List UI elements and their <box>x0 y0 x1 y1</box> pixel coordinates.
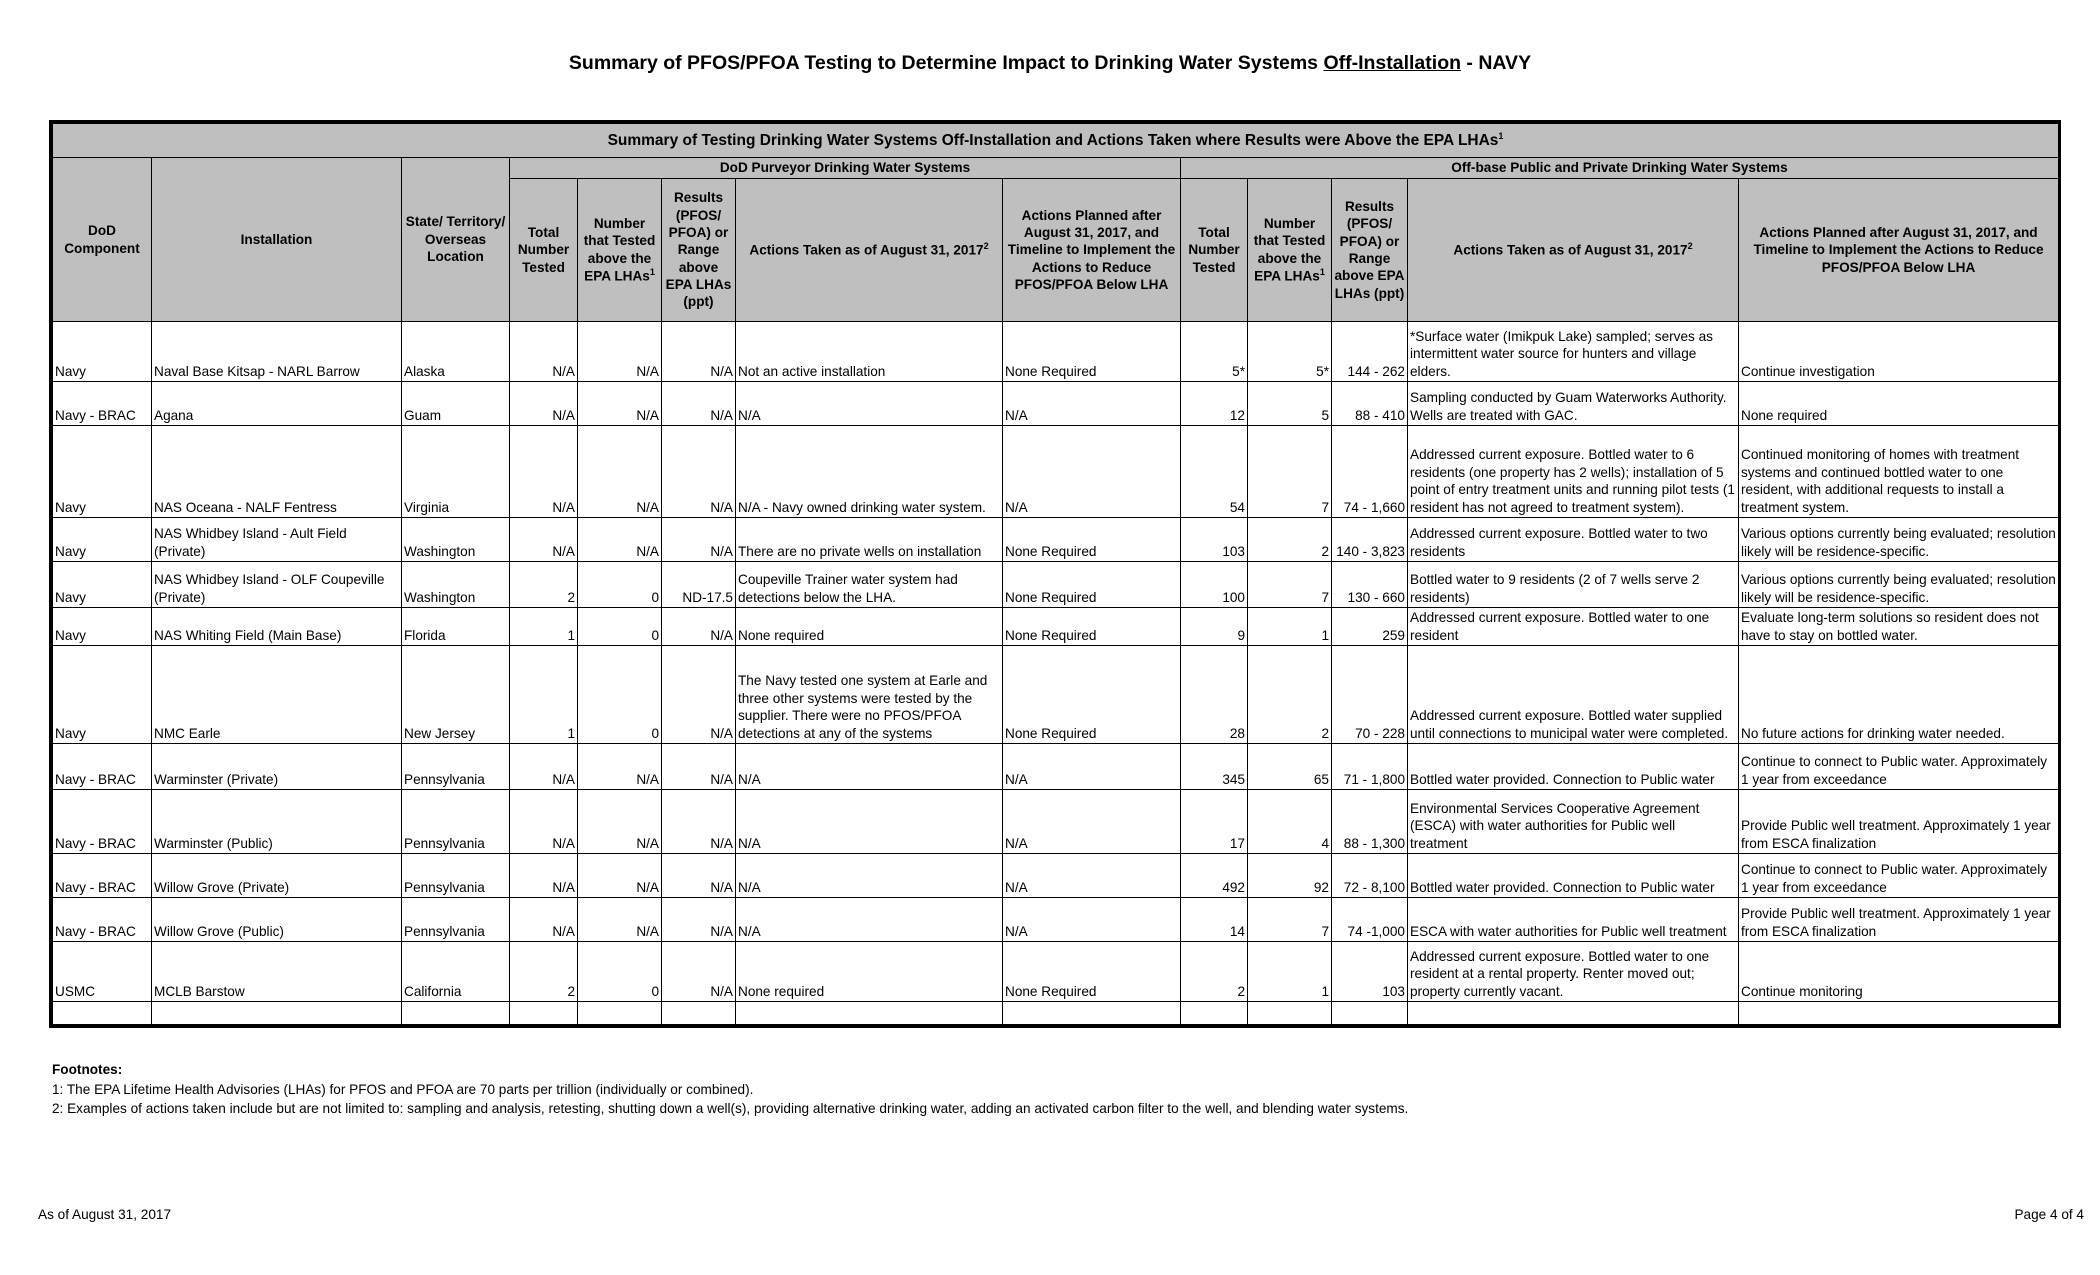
cell-off-num-above: 5 <box>1248 382 1332 426</box>
cell-dod-num-above: 0 <box>578 942 662 1002</box>
table-row <box>53 790 2059 854</box>
col-header-dod-actions-taken <box>736 179 1003 322</box>
col-header-component: DoD Component <box>53 158 152 322</box>
col-header-off-actions-taken-text: Actions Taken as of August 31, 2017 <box>1453 242 1688 258</box>
cell-dod-num-above: N/A <box>578 898 662 942</box>
cell-off-results: 259 <box>1332 608 1408 646</box>
table-spacer-cell <box>1408 1002 1739 1025</box>
cell-dod-actions-planned: N/A <box>1003 898 1181 942</box>
footnotes-heading: Footnotes: <box>52 1062 123 1077</box>
cell-off-actions-taken: Addressed current exposure. Bottled water to 6 residents (one property has 2 wells); installation of 5 point of entry treatment units and running pilot tests (1 resident has not agreed to treatment system). <box>1408 426 1739 518</box>
col-header-dod-actions-taken-sup: 2 <box>983 241 989 252</box>
table-spacer-row <box>53 1002 2059 1025</box>
cell-off-actions-planned: No future actions for drinking water needed. <box>1739 646 2059 744</box>
col-header-dod-num-above-sup: 1 <box>649 267 655 278</box>
table-spacer-cell <box>510 1002 578 1025</box>
cell-component: Navy - BRAC <box>53 790 152 854</box>
cell-off-actions-taken: *Surface water (Imikpuk Lake) sampled; serves as intermittent water source for hunters and village elders. <box>1408 322 1739 382</box>
footnote-1: 1: The EPA Lifetime Health Advisories (LHAs) for PFOS and PFOA are 70 parts per trillion (individually or combined). <box>52 1081 754 1097</box>
cell-off-total-tested: 100 <box>1181 562 1248 608</box>
cell-installation: NAS Oceana - NALF Fentress <box>152 426 402 518</box>
cell-off-actions-taken: Addressed current exposure. Bottled water to one resident at a rental property. Renter moved out; property currently vacant. <box>1408 942 1739 1002</box>
col-header-off-results: Results (PFOS/ PFOA) or Range above EPA LHAs (ppt) <box>1332 179 1408 322</box>
cell-location: Florida <box>402 608 510 646</box>
cell-dod-total-tested: 2 <box>510 562 578 608</box>
cell-off-num-above: 7 <box>1248 898 1332 942</box>
cell-dod-total-tested: N/A <box>510 790 578 854</box>
cell-off-total-tested: 492 <box>1181 854 1248 898</box>
table-spacer-cell <box>1332 1002 1408 1025</box>
page-title <box>0 52 2100 75</box>
cell-off-actions-taken: Bottled water to 9 residents (2 of 7 wells serve 2 residents) <box>1408 562 1739 608</box>
cell-off-num-above: 92 <box>1248 854 1332 898</box>
cell-dod-actions-planned: N/A <box>1003 854 1181 898</box>
col-header-off-num-above-text: Number that Tested above the EPA LHAs <box>1253 215 1326 284</box>
cell-off-results: 88 - 1,300 <box>1332 790 1408 854</box>
cell-dod-total-tested: N/A <box>510 744 578 790</box>
cell-dod-actions-planned: None Required <box>1003 562 1181 608</box>
cell-dod-actions-planned: None Required <box>1003 942 1181 1002</box>
table-banner-text: Summary of Testing Drinking Water Systems Off-Installation and Actions Taken where Results were Above the EPA LHAs <box>607 131 1499 149</box>
cell-off-actions-planned: Provide Public well treatment. Approximately 1 year from ESCA finalization <box>1739 898 2059 942</box>
cell-component: Navy <box>53 646 152 744</box>
cell-installation: Warminster (Private) <box>152 744 402 790</box>
table-spacer-cell <box>402 1002 510 1025</box>
table-row <box>53 518 2059 562</box>
cell-installation: NAS Whiting Field (Main Base) <box>152 608 402 646</box>
cell-dod-actions-planned: N/A <box>1003 790 1181 854</box>
cell-dod-actions-taken: None required <box>736 608 1003 646</box>
table-row <box>53 426 2059 518</box>
cell-off-actions-planned: Various options currently being evaluated; resolution likely will be residence-specific. <box>1739 518 2059 562</box>
col-header-location: State/ Territory/ Overseas Location <box>402 158 510 322</box>
table-row <box>53 382 2059 426</box>
cell-off-num-above: 1 <box>1248 608 1332 646</box>
col-header-off-actions-taken <box>1408 179 1739 322</box>
col-header-off-num-above-sup: 1 <box>1319 267 1325 278</box>
table-spacer-cell <box>578 1002 662 1025</box>
cell-dod-num-above: N/A <box>578 382 662 426</box>
col-header-off-actions-taken-sup: 2 <box>1687 241 1693 252</box>
cell-off-actions-planned: Various options currently being evaluated; resolution likely will be residence-specific. <box>1739 562 2059 608</box>
table-row <box>53 322 2059 382</box>
cell-off-results: 140 - 3,823 <box>1332 518 1408 562</box>
cell-dod-total-tested: N/A <box>510 898 578 942</box>
cell-component: Navy <box>53 608 152 646</box>
table-spacer-cell <box>152 1002 402 1025</box>
cell-component: Navy - BRAC <box>53 744 152 790</box>
cell-off-num-above: 7 <box>1248 426 1332 518</box>
cell-dod-results: N/A <box>662 744 736 790</box>
cell-dod-total-tested: 1 <box>510 646 578 744</box>
cell-dod-actions-taken: None required <box>736 942 1003 1002</box>
table-row <box>53 744 2059 790</box>
table-spacer-cell <box>1739 1002 2059 1025</box>
cell-dod-total-tested: N/A <box>510 426 578 518</box>
cell-off-results: 71 - 1,800 <box>1332 744 1408 790</box>
cell-dod-actions-taken: N/A <box>736 790 1003 854</box>
cell-dod-num-above: 0 <box>578 562 662 608</box>
page-title-suffix: - NAVY <box>1461 52 1532 74</box>
cell-off-actions-taken: Addressed current exposure. Bottled water to two residents <box>1408 518 1739 562</box>
col-header-dod-total-tested: Total Number Tested <box>510 179 578 322</box>
cell-dod-num-above: N/A <box>578 426 662 518</box>
cell-installation: Willow Grove (Public) <box>152 898 402 942</box>
cell-dod-actions-taken: Coupeville Trainer water system had detections below the LHA. <box>736 562 1003 608</box>
cell-off-results: 144 - 262 <box>1332 322 1408 382</box>
footnotes <box>52 1060 1408 1119</box>
cell-component: Navy <box>53 518 152 562</box>
cell-off-num-above: 2 <box>1248 646 1332 744</box>
col-header-installation: Installation <box>152 158 402 322</box>
page-number: Page 4 of 4 <box>2014 1207 2084 1222</box>
cell-dod-num-above: N/A <box>578 790 662 854</box>
cell-location: New Jersey <box>402 646 510 744</box>
cell-location: Virginia <box>402 426 510 518</box>
cell-component: Navy - BRAC <box>53 898 152 942</box>
cell-dod-actions-taken: There are no private wells on installation <box>736 518 1003 562</box>
cell-dod-actions-taken: N/A <box>736 898 1003 942</box>
cell-dod-results: N/A <box>662 426 736 518</box>
cell-off-results: 130 - 660 <box>1332 562 1408 608</box>
cell-component: Navy - BRAC <box>53 854 152 898</box>
table-body <box>53 322 2059 1025</box>
table-row <box>53 898 2059 942</box>
cell-component: USMC <box>53 942 152 1002</box>
cell-dod-actions-planned: None Required <box>1003 322 1181 382</box>
cell-installation: NAS Whidbey Island - Ault Field (Private) <box>152 518 402 562</box>
cell-dod-results: ND-17.5 <box>662 562 736 608</box>
cell-off-num-above: 65 <box>1248 744 1332 790</box>
table-row <box>53 646 2059 744</box>
cell-location: Pennsylvania <box>402 898 510 942</box>
cell-dod-results: N/A <box>662 646 736 744</box>
cell-location: California <box>402 942 510 1002</box>
cell-installation: NMC Earle <box>152 646 402 744</box>
cell-off-actions-taken: Addressed current exposure. Bottled water to one resident <box>1408 608 1739 646</box>
cell-off-actions-taken: Addressed current exposure. Bottled water supplied until connections to municipal water were completed. <box>1408 646 1739 744</box>
cell-dod-total-tested: N/A <box>510 322 578 382</box>
cell-off-actions-planned: Continue monitoring <box>1739 942 2059 1002</box>
cell-dod-actions-planned: None Required <box>1003 608 1181 646</box>
cell-off-results: 74 - 1,660 <box>1332 426 1408 518</box>
col-header-dod-num-above-text: Number that Tested above the EPA LHAs <box>583 215 656 284</box>
table-spacer-cell <box>1181 1002 1248 1025</box>
cell-dod-results: N/A <box>662 854 736 898</box>
col-header-dod-actions-planned: Actions Planned after August 31, 2017, and Timeline to Implement the Actions to Reduce PFOS/PFOA Below LHA <box>1003 179 1181 322</box>
cell-dod-actions-planned: N/A <box>1003 426 1181 518</box>
cell-off-actions-planned: None required <box>1739 382 2059 426</box>
table-spacer-cell <box>1248 1002 1332 1025</box>
cell-off-actions-taken: Bottled water provided. Connection to Public water <box>1408 744 1739 790</box>
cell-dod-num-above: N/A <box>578 744 662 790</box>
page-title-underlined: Off-Installation <box>1323 52 1462 74</box>
cell-off-actions-planned: Continue to connect to Public water. Approximately 1 year from exceedance <box>1739 854 2059 898</box>
table-spacer-cell <box>53 1002 152 1025</box>
cell-off-total-tested: 2 <box>1181 942 1248 1002</box>
table-banner-sup: 1 <box>1498 130 1504 141</box>
cell-dod-num-above: N/A <box>578 322 662 382</box>
cell-off-actions-taken: ESCA with water authorities for Public well treatment <box>1408 898 1739 942</box>
cell-dod-results: N/A <box>662 518 736 562</box>
cell-dod-actions-taken: N/A <box>736 382 1003 426</box>
cell-dod-actions-taken: The Navy tested one system at Earle and three other systems were tested by the supplier. There were no PFOS/PFOA detections at any of the systems <box>736 646 1003 744</box>
cell-off-results: 72 - 8,100 <box>1332 854 1408 898</box>
cell-dod-results: N/A <box>662 322 736 382</box>
cell-off-num-above: 5* <box>1248 322 1332 382</box>
cell-component: Navy <box>53 562 152 608</box>
cell-off-total-tested: 14 <box>1181 898 1248 942</box>
footnote-2: 2: Examples of actions taken include but are not limited to: sampling and analysis, retesting, shutting down a well(s), providing alternative drinking water, adding an activated carbon filter to the well, and blending water systems. <box>52 1101 1409 1117</box>
cell-off-total-tested: 12 <box>1181 382 1248 426</box>
cell-location: Guam <box>402 382 510 426</box>
cell-dod-actions-taken: N/A - Navy owned drinking water system. <box>736 426 1003 518</box>
cell-location: Pennsylvania <box>402 854 510 898</box>
cell-off-total-tested: 54 <box>1181 426 1248 518</box>
summary-table-frame <box>49 120 2061 1028</box>
col-header-off-num-above <box>1248 179 1332 322</box>
col-header-dod-results: Results (PFOS/ PFOA) or Range above EPA LHAs (ppt) <box>662 179 736 322</box>
cell-installation: NAS Whidbey Island - OLF Coupeville (Private) <box>152 562 402 608</box>
cell-dod-num-above: N/A <box>578 854 662 898</box>
group-header-dod: DoD Purveyor Drinking Water Systems <box>510 158 1181 179</box>
cell-off-total-tested: 17 <box>1181 790 1248 854</box>
cell-off-results: 103 <box>1332 942 1408 1002</box>
table-row <box>53 942 2059 1002</box>
cell-dod-total-tested: 2 <box>510 942 578 1002</box>
col-header-off-actions-planned: Actions Planned after August 31, 2017, and Timeline to Implement the Actions to Reduce PFOS/PFOA Below LHA <box>1739 179 2059 322</box>
table-spacer-cell <box>736 1002 1003 1025</box>
cell-component: Navy - BRAC <box>53 382 152 426</box>
cell-dod-results: N/A <box>662 382 736 426</box>
table-row <box>53 608 2059 646</box>
page-title-prefix: Summary of PFOS/PFOA Testing to Determine Impact to Drinking Water Systems <box>568 52 1324 74</box>
cell-component: Navy <box>53 322 152 382</box>
cell-off-num-above: 2 <box>1248 518 1332 562</box>
cell-dod-actions-taken: N/A <box>736 854 1003 898</box>
cell-dod-results: N/A <box>662 942 736 1002</box>
cell-off-total-tested: 9 <box>1181 608 1248 646</box>
cell-installation: Willow Grove (Private) <box>152 854 402 898</box>
col-header-dod-actions-taken-text: Actions Taken as of August 31, 2017 <box>749 242 984 258</box>
cell-off-actions-planned: Continued monitoring of homes with treatment systems and continued bottled water to one resident, with additional requests to install a treatment system. <box>1739 426 2059 518</box>
cell-dod-total-tested: 1 <box>510 608 578 646</box>
cell-dod-num-above: 0 <box>578 608 662 646</box>
cell-dod-actions-planned: N/A <box>1003 382 1181 426</box>
cell-off-num-above: 7 <box>1248 562 1332 608</box>
cell-off-num-above: 4 <box>1248 790 1332 854</box>
cell-dod-results: N/A <box>662 898 736 942</box>
summary-table <box>52 123 2059 1025</box>
table-spacer-cell <box>1003 1002 1181 1025</box>
col-header-dod-num-above <box>578 179 662 322</box>
cell-off-actions-taken: Environmental Services Cooperative Agreement (ESCA) with water authorities for Public well treatment <box>1408 790 1739 854</box>
cell-dod-num-above: 0 <box>578 646 662 744</box>
cell-dod-actions-planned: N/A <box>1003 744 1181 790</box>
cell-off-actions-planned: Continue investigation <box>1739 322 2059 382</box>
cell-dod-actions-taken: N/A <box>736 744 1003 790</box>
table-spacer-cell <box>662 1002 736 1025</box>
cell-dod-actions-planned: None Required <box>1003 646 1181 744</box>
col-header-off-total-tested: Total Number Tested <box>1181 179 1248 322</box>
cell-off-results: 70 - 228 <box>1332 646 1408 744</box>
cell-off-actions-planned: Continue to connect to Public water. Approximately 1 year from exceedance <box>1739 744 2059 790</box>
cell-installation: Warminster (Public) <box>152 790 402 854</box>
cell-location: Washington <box>402 518 510 562</box>
table-banner <box>53 124 2059 158</box>
cell-off-actions-taken: Bottled water provided. Connection to Public water <box>1408 854 1739 898</box>
cell-location: Pennsylvania <box>402 744 510 790</box>
cell-location: Pennsylvania <box>402 790 510 854</box>
group-header-offbase: Off-base Public and Private Drinking Water Systems <box>1181 158 2059 179</box>
cell-off-actions-planned: Evaluate long-term solutions so resident does not have to stay on bottled water. <box>1739 608 2059 646</box>
cell-location: Alaska <box>402 322 510 382</box>
cell-off-total-tested: 28 <box>1181 646 1248 744</box>
cell-dod-results: N/A <box>662 608 736 646</box>
cell-off-results: 88 - 410 <box>1332 382 1408 426</box>
cell-installation: MCLB Barstow <box>152 942 402 1002</box>
cell-installation: Agana <box>152 382 402 426</box>
cell-dod-actions-taken: Not an active installation <box>736 322 1003 382</box>
cell-off-total-tested: 103 <box>1181 518 1248 562</box>
table-row <box>53 854 2059 898</box>
cell-off-actions-taken: Sampling conducted by Guam Waterworks Authority. Wells are treated with GAC. <box>1408 382 1739 426</box>
cell-off-num-above: 1 <box>1248 942 1332 1002</box>
as-of-date: As of August 31, 2017 <box>38 1207 172 1222</box>
cell-off-total-tested: 5* <box>1181 322 1248 382</box>
cell-installation: Naval Base Kitsap - NARL Barrow <box>152 322 402 382</box>
cell-off-actions-planned: Provide Public well treatment. Approximately 1 year from ESCA finalization <box>1739 790 2059 854</box>
cell-location: Washington <box>402 562 510 608</box>
cell-dod-results: N/A <box>662 790 736 854</box>
cell-dod-total-tested: N/A <box>510 382 578 426</box>
cell-dod-actions-planned: None Required <box>1003 518 1181 562</box>
cell-component: Navy <box>53 426 152 518</box>
table-row <box>53 562 2059 608</box>
cell-dod-num-above: N/A <box>578 518 662 562</box>
cell-dod-total-tested: N/A <box>510 854 578 898</box>
cell-off-results: 74 -1,000 <box>1332 898 1408 942</box>
cell-off-total-tested: 345 <box>1181 744 1248 790</box>
cell-dod-total-tested: N/A <box>510 518 578 562</box>
